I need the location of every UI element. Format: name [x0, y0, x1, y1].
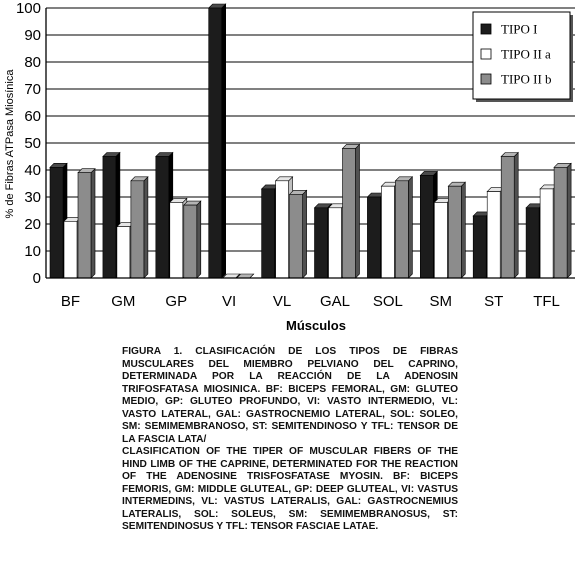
bar-front	[420, 175, 433, 278]
y-tick-label: 20	[24, 216, 41, 233]
x-tick-label: VI	[222, 293, 237, 310]
bar-front	[329, 208, 342, 278]
figure-caption	[122, 346, 458, 534]
bar-front	[526, 208, 539, 278]
bar-front	[170, 202, 183, 278]
x-tick-label: GP	[165, 293, 188, 310]
x-tick-label: GAL	[319, 293, 350, 310]
x-tick-label: SOL	[372, 293, 403, 310]
legend-label: TIPO II a	[501, 46, 551, 62]
bar-front	[50, 167, 63, 278]
bar-front	[487, 192, 500, 278]
x-tick-label: BF	[60, 293, 81, 310]
bar-gp-series-3	[184, 201, 201, 278]
bar-front	[117, 227, 130, 278]
bar-front	[276, 181, 289, 278]
bar-side	[91, 169, 95, 278]
bar-vl-series-3	[290, 190, 307, 278]
bar-front	[103, 157, 116, 279]
legend	[473, 12, 573, 102]
y-tick-label: 90	[24, 27, 41, 44]
caption-spanish: FIGURA 1. CLASIFICACIÓN DE LOS TIPOS DE FIBRAS MUSCULARES DEL MIEMBRO PELVIANO DEL CAPRINO, DETERMINADA POR LA REACCIÓN DE LA ADENOSIN TRIFOSFATASA MIOSINICA. BF: BICEPS FEMORAL, GM: GLUTEO MEDIO, GP: GLUTEO PROFUNDO, VI: VASTO INTERMEDIO, VL: VASTO LATERAL, GAL: GASTROCNEMIO LATERAL, SOL: SOLEO, SM: SEMIMEMBRANOSO, ST: SEMITENDINOSO Y TFL: TENSOR DE LA FASCIA LATA/	[122, 346, 458, 445]
y-axis-ticks	[16, 0, 41, 287]
y-tick-label: 80	[24, 54, 41, 71]
bar-side	[222, 4, 226, 278]
bar-st-series-3	[501, 153, 518, 279]
bar-front	[554, 167, 567, 278]
bar-front	[184, 205, 197, 278]
legend-swatch	[481, 74, 491, 84]
y-tick-label: 10	[24, 243, 41, 260]
bar-bf-series-3	[78, 169, 95, 278]
bar-gm-series-3	[131, 177, 148, 278]
bar-front	[381, 186, 394, 278]
bar-side	[144, 177, 148, 278]
bar-front	[540, 189, 553, 278]
y-tick-label: 30	[24, 189, 41, 206]
bar-front	[156, 157, 169, 279]
legend-label: TIPO II b	[501, 71, 552, 87]
legend-label: TIPO I	[501, 21, 538, 37]
caption-english: CLASIFICATION OF THE TIPER OF MUSCULAR FIBERS OF THE HIND LIMB OF THE CAPRINE, DETERMINATED FOR THE REACTION OF THE ADENOSINE TRISFOSFATASE MYOSIN. BF: BICEPS FEMORIS, GM: MIDDLE GLUTEAL, GP: DEEP GLUTEAL, VI: VASTUS INTERMEDINS, VL: VASTUS LATERALIS, GAL: GASTROCNEMIUS LATERALIS, SOL: SOLEUS, SM: SEMIMEMBRANOSUS, ST: SEMITENDINOSUS Y TFL: TENSOR FASCIAE LATAE.	[122, 446, 458, 532]
bar-front	[290, 194, 303, 278]
y-tick-label: 50	[24, 135, 41, 152]
bar-front	[395, 181, 408, 278]
bar-front	[78, 173, 91, 278]
bar-side	[356, 144, 360, 278]
bar-front	[64, 221, 77, 278]
legend-swatch	[481, 49, 491, 59]
bar-side	[567, 163, 571, 278]
bar-front	[209, 8, 222, 278]
x-axis-categories	[61, 293, 560, 310]
y-tick-label: 70	[24, 81, 41, 98]
y-tick-label: 40	[24, 162, 41, 179]
bar-front	[473, 216, 486, 278]
bar-tfl-series-3	[554, 163, 571, 278]
x-tick-label: TFL	[533, 293, 560, 310]
bar-front	[131, 181, 144, 278]
bar-front	[448, 186, 461, 278]
x-axis-label: Músculos	[286, 318, 346, 333]
y-tick-label: 100	[15, 0, 41, 17]
bar-side	[303, 190, 307, 278]
bar-front	[501, 157, 514, 279]
y-tick-label: 0	[32, 270, 41, 287]
bar-side	[408, 177, 412, 278]
bar-side	[514, 153, 518, 279]
bar-front	[434, 202, 447, 278]
bar-front	[315, 208, 328, 278]
x-tick-label: ST	[484, 293, 504, 310]
bar-vi-series-1	[209, 4, 226, 278]
bar-front	[367, 197, 380, 278]
x-tick-label: VL	[272, 293, 292, 310]
y-tick-label: 60	[24, 108, 41, 125]
x-tick-label: SM	[429, 293, 452, 310]
bar-sol-series-3	[395, 177, 412, 278]
bar-gal-series-3	[343, 144, 360, 278]
bar-sm-series-3	[448, 182, 465, 278]
y-axis-label: % de Fibras ATPasa Miosínica	[4, 69, 16, 219]
x-tick-label: GM	[111, 293, 136, 310]
bar-front	[343, 148, 356, 278]
bar-front	[262, 189, 275, 278]
legend-swatch	[481, 24, 491, 34]
bar-side	[461, 182, 465, 278]
bar-side	[197, 201, 201, 278]
